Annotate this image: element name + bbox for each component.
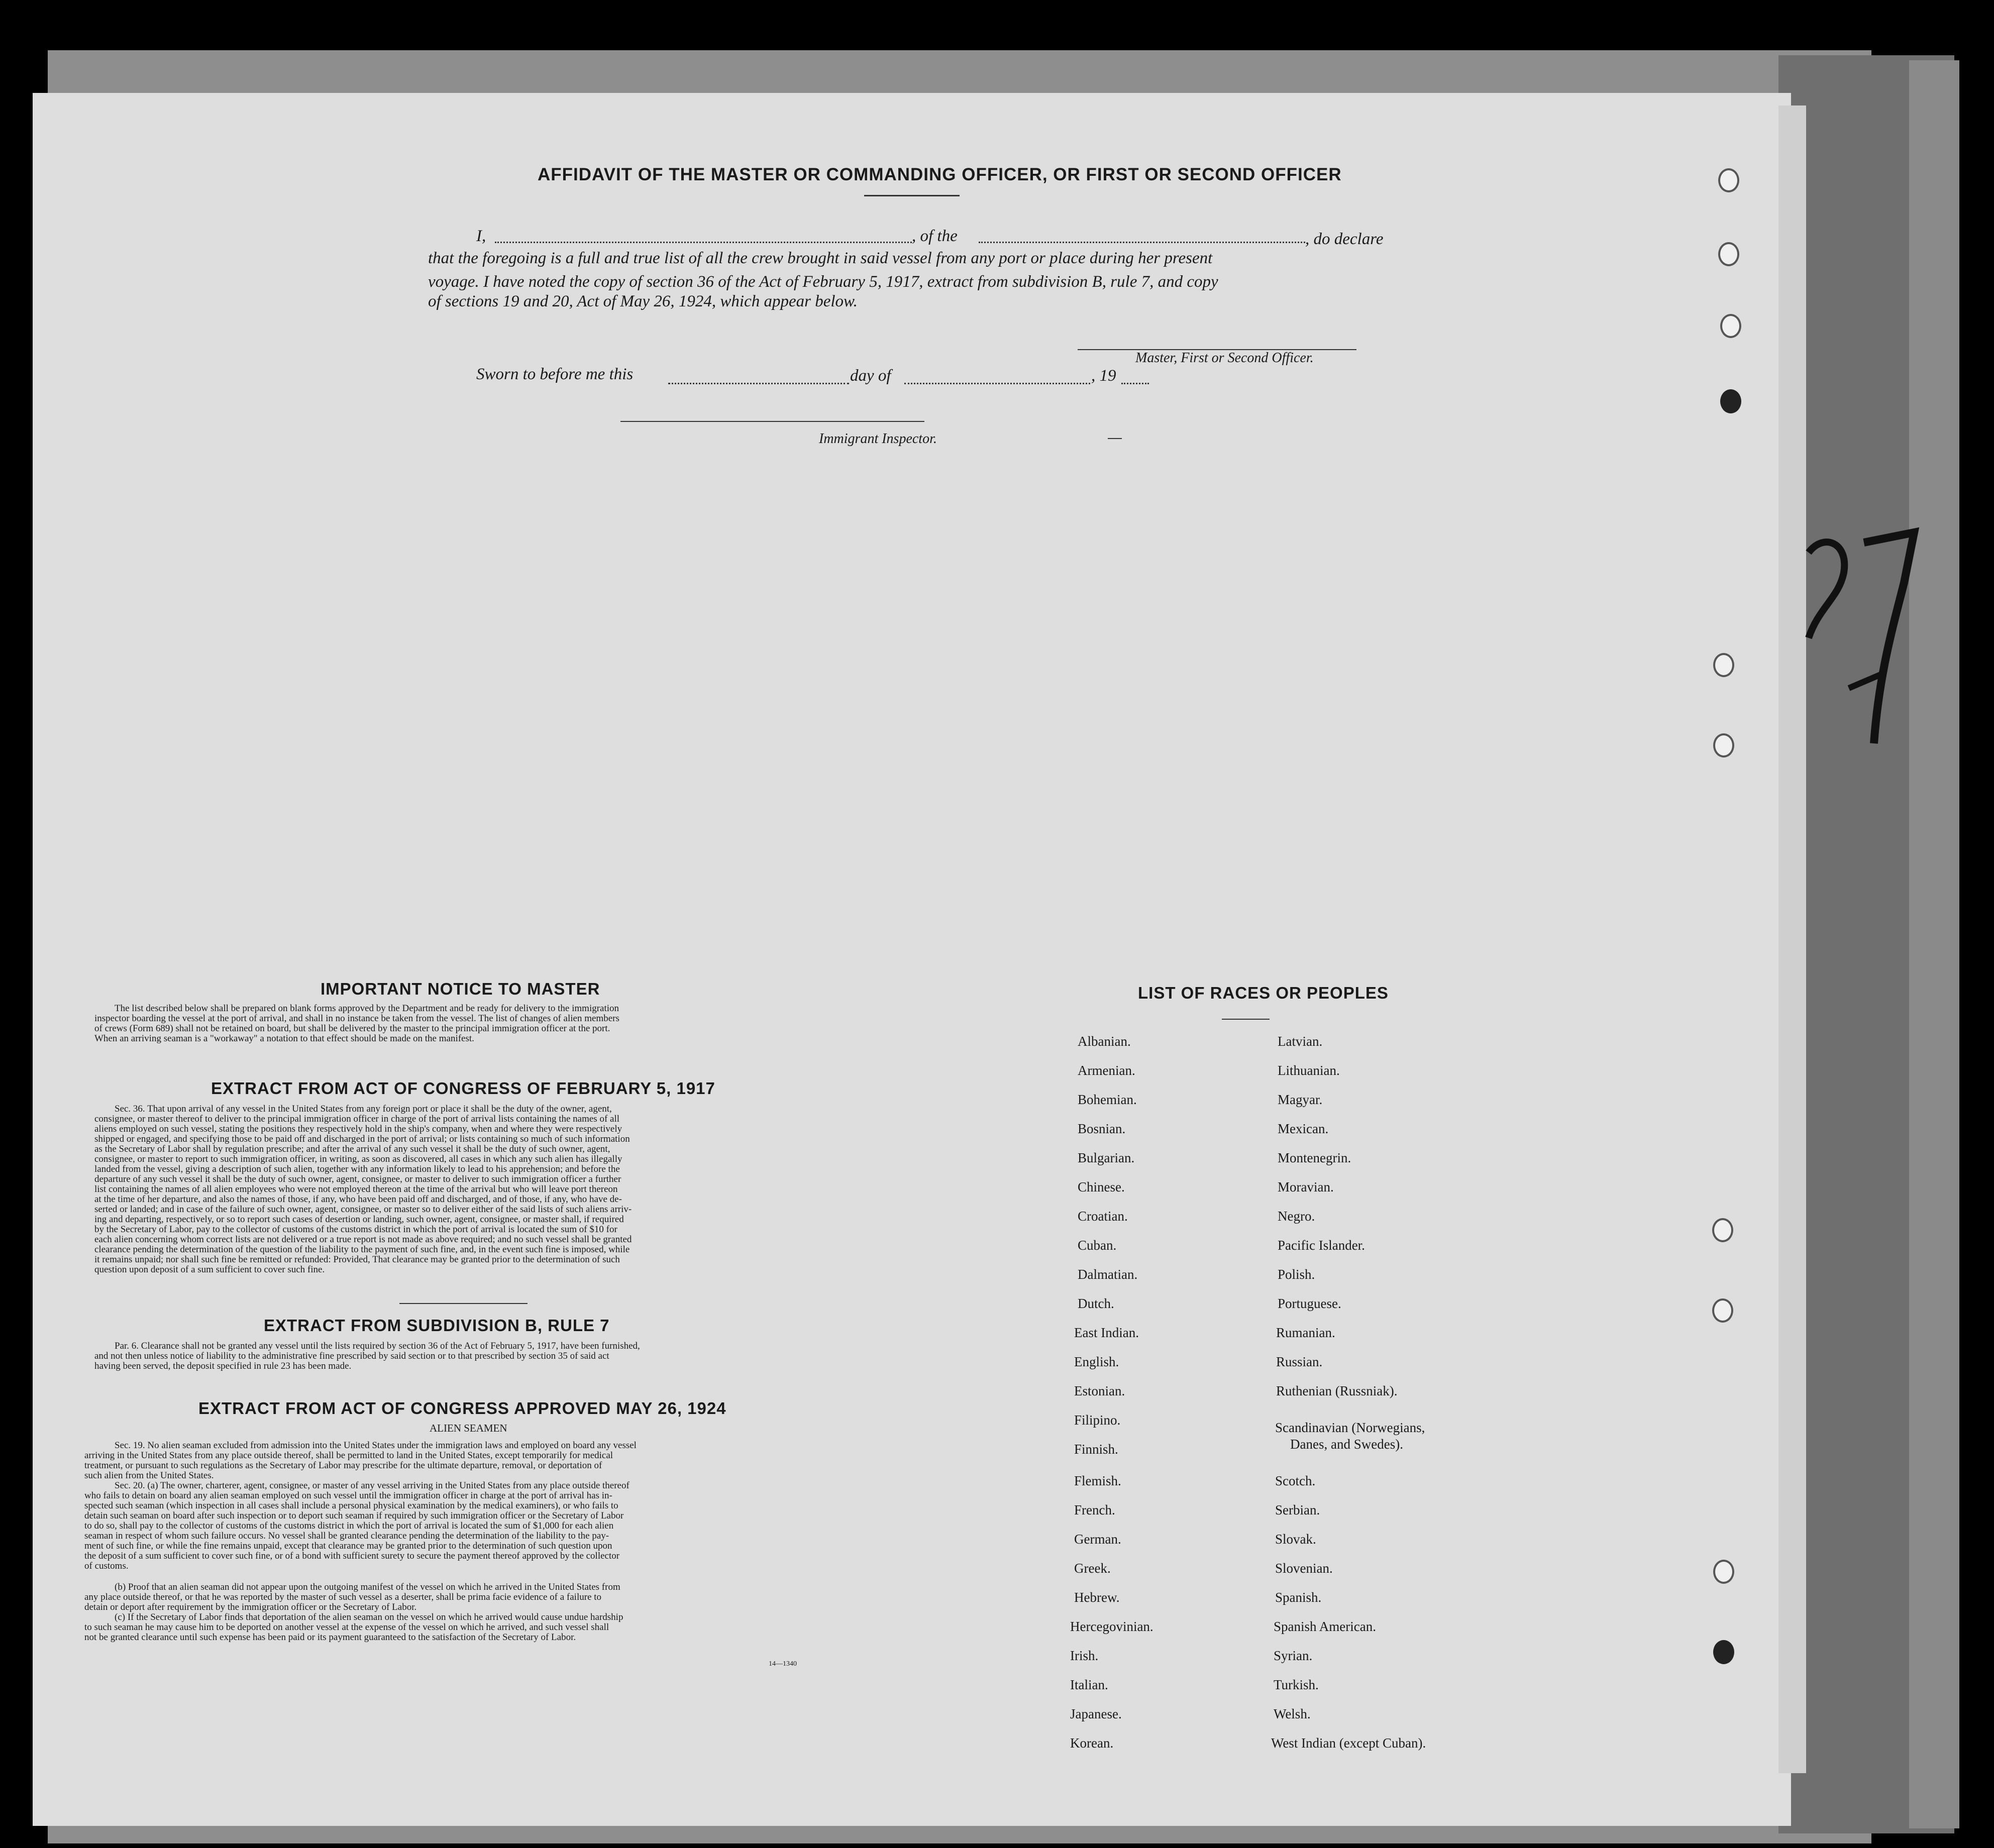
form-number: 14—1340 xyxy=(769,1660,797,1668)
affidavit-i: I, xyxy=(476,227,486,245)
race-item: Pacific Islander. xyxy=(1278,1238,1365,1253)
affidavit-line-4: of sections 19 and 20, Act of May 26, 1924, which appear below. xyxy=(428,292,858,310)
extract-rule7-title: EXTRACT FROM SUBDIVISION B, RULE 7 xyxy=(264,1316,610,1335)
race-item: English. xyxy=(1074,1354,1119,1369)
extract-1924-line: arriving in the United States from any place outside thereof, shall be permitted to land in the United States, except temporarily for medical xyxy=(84,1450,613,1461)
extract-1924-line: to such seaman he may cause him to be deported on another vessel at the expense of the vessel on which he arrived, and such vessel shall xyxy=(84,1622,609,1633)
extract-1917-line: it remains unpaid; nor shall such fine be remitted or refunded: Provided, That clearance may be granted prior to the determination of such xyxy=(94,1254,620,1265)
extract-1917-line: consignee, or master to report to such immigration officer, in writing, as soon as discovered, all cases in which any such alien has illegally xyxy=(94,1154,622,1164)
extract-1924-line: (c) If the Secretary of Labor finds that deportation of the alien seaman on the vessel on which he arrived would cause undue hardship xyxy=(115,1612,623,1622)
extract-1924-line: Sec. 20. (a) The owner, charterer, agent, consignee, or master of any vessel arriving in the United States from any place outside thereof xyxy=(115,1480,629,1491)
title-rule xyxy=(864,195,960,196)
race-item: Moravian. xyxy=(1278,1179,1334,1194)
name-blank xyxy=(495,242,912,243)
race-item: Irish. xyxy=(1070,1648,1099,1663)
punch-hole-icon xyxy=(1718,242,1739,266)
extract-1924-line: ment of such fine, or while the fine remains unpaid, except that clearance may be granted prior to the determination of such question upon xyxy=(84,1541,612,1551)
extract-1917-line: at the time of her departure, and also the names of those, if any, who have been paid off and discharged, and of those, if any, who have de- xyxy=(94,1194,622,1205)
punch-hole-icon xyxy=(1712,1298,1733,1323)
back-sheet-edge-far xyxy=(1909,60,1959,1828)
race-item: Hebrew. xyxy=(1074,1590,1120,1605)
extract-1924-title: EXTRACT FROM ACT OF CONGRESS APPROVED MAY 26, 1924 xyxy=(198,1399,726,1418)
notice-title: IMPORTANT NOTICE TO MASTER xyxy=(321,980,600,998)
alien-seamen-subtitle: ALIEN SEAMEN xyxy=(430,1422,507,1434)
affidavit-line-3: voyage. I have noted the copy of section 36 of the Act of February 5, 1917, extract from subdivision B, rule 7, and copy xyxy=(428,273,1218,291)
race-item: Spanish American. xyxy=(1274,1619,1376,1634)
extract-rule7-line: having been served, the deposit specified in rule 23 has been made. xyxy=(94,1361,352,1371)
race-item: Estonian. xyxy=(1074,1383,1125,1398)
extract-1924-line: who fails to detain on board any alien seaman employed on such vessel until the immigration officer in charge at the port of arrival has in- xyxy=(84,1490,612,1501)
extract-rule7-line: Par. 6. Clearance shall not be granted any vessel until the lists required by section 36 of the Act of February 5, 1917, have been furnished, xyxy=(115,1341,640,1351)
extract-1917-line: question upon deposit of a sum sufficient to cover such fine. xyxy=(94,1264,325,1275)
extract-1917-line: as the Secretary of Labor shall by regulation prescribe; and after the arrival of any such vessel it shall be the duty of such owner, agent, xyxy=(94,1144,610,1154)
race-item: Turkish. xyxy=(1274,1677,1319,1692)
extract-1917-line: aliens employed on such vessel, stating the positions they respectively hold in the ship's company, when and where they were respectively xyxy=(94,1124,622,1134)
extract-1917-line: shipped or engaged, and specifying those to be paid off and discharged in the port of arrival; or lists containing so much of such information xyxy=(94,1134,630,1144)
extract-1924-line: treatment, or pursuant to such regulations as the Secretary of Labor may prescribe for the ultimate departure, removal, or deportation of xyxy=(84,1460,602,1471)
race-item: Japanese. xyxy=(1070,1706,1122,1721)
vessel-blank xyxy=(979,242,1305,243)
race-item: Greek. xyxy=(1074,1561,1111,1576)
extract-1924-line: seaman in respect of whom such failure occurs. No vessel shall be granted clearance pending the determination of the liability to the pay- xyxy=(84,1531,609,1541)
extract-1924-line: not be granted clearance until such expense has been paid or its payment guaranteed to the satisfaction of the Secretary of Labor. xyxy=(84,1632,576,1643)
extract-1924-line: spected such seaman (which inspection in all cases shall include a personal physical examination by the medical examiners), or who fails to xyxy=(84,1500,618,1511)
extract-1924-line: detain or deport after requirement by the immigration officer or the Secretary of Labor. xyxy=(84,1602,417,1612)
punch-hole-icon xyxy=(1713,653,1734,677)
master-signature-label: Master, First or Second Officer. xyxy=(1135,350,1314,366)
race-item: Croatian. xyxy=(1078,1209,1128,1224)
extract-1917-line: Sec. 36. That upon arrival of any vessel in the United States from any foreign port or place it shall be the duty of the owner, agent, xyxy=(115,1104,612,1114)
extract-1917-line: serted or landed; and in case of the failure of such owner, agent, consignee, or master so to deliver either of the said lists of such aliens arriv- xyxy=(94,1204,632,1215)
extract-1917-line: list containing the names of all alien employees who were not employed thereon at the time of the arrival but who will leave port thereon xyxy=(94,1184,618,1194)
race-item: Scandinavian (Norwegians, xyxy=(1275,1420,1425,1435)
race-item: Polish. xyxy=(1278,1267,1315,1282)
race-item: Bohemian. xyxy=(1078,1092,1137,1107)
punch-hole-icon xyxy=(1720,314,1741,338)
extract-1924-line: such alien from the United States. xyxy=(84,1470,214,1481)
page-edge-strip xyxy=(1778,105,1806,1773)
extract-rule7-line: and not then unless notice of liability to the administrative fine prescribed by said section or to that prescribed by section 35 of said act xyxy=(94,1351,609,1361)
dash-mark xyxy=(1108,438,1122,439)
race-item: Flemish. xyxy=(1074,1473,1121,1488)
extract-1924-line: the deposit of a sum sufficient to cover such fine, or of a bond with sufficient surety to secure the payment thereof approved by the collector xyxy=(84,1551,620,1561)
race-item: Korean. xyxy=(1070,1735,1114,1751)
punch-hole-icon xyxy=(1713,1560,1734,1584)
race-item: Mexican. xyxy=(1278,1121,1329,1136)
notice-line: of crews (Form 689) shall not be retained on board, but shall be delivered by the master to the principal immigration officer at the port. xyxy=(94,1023,610,1034)
notice-line: When an arriving seaman is a "workaway" a notation to that effect should be made on the manifest. xyxy=(94,1033,474,1044)
race-item: Finnish. xyxy=(1074,1442,1118,1457)
extract-1917-line: clearance pending the determination of the question of the liability to the payment of such fine, and, in the event such fine is imposed, while xyxy=(94,1244,630,1255)
extract-1917-line: departure of any such vessel it shall be the duty of such owner, agent, consignee, or master to deliver to such immigration officer a further xyxy=(94,1174,621,1184)
extract-1917-line: landed from the vessel, giving a description of such alien, together with any information likely to lead to his apprehension; and before the xyxy=(94,1164,620,1174)
punch-hole-icon xyxy=(1712,1218,1733,1242)
punch-hole-icon xyxy=(1718,168,1739,192)
sworn-day-blank xyxy=(668,383,849,384)
race-item: Armenian. xyxy=(1078,1063,1135,1078)
extract-1917-line: ing and departing, respectively, or so to report such cases of desertion or landing, such owner, agent, consignee, or master shall, if required xyxy=(94,1214,624,1225)
race-item: West Indian (except Cuban). xyxy=(1271,1735,1426,1751)
section-rule xyxy=(399,1303,528,1304)
punch-hole-icon xyxy=(1720,389,1741,413)
race-item: Slovak. xyxy=(1275,1532,1316,1547)
race-item: Russian. xyxy=(1276,1354,1323,1369)
race-item: Hercegovinian. xyxy=(1070,1619,1153,1634)
punch-hole-icon xyxy=(1713,733,1734,757)
race-item: Filipino. xyxy=(1074,1412,1121,1428)
year-blank xyxy=(1121,383,1149,384)
race-item: Montenegrin. xyxy=(1278,1150,1351,1165)
race-item: Lithuanian. xyxy=(1278,1063,1340,1078)
race-item: Syrian. xyxy=(1274,1648,1313,1663)
notice-line: inspector boarding the vessel at the port of arrival, and shall in no instance be taken from the vessel. The list of changes of alien members xyxy=(94,1013,619,1024)
race-item: Scotch. xyxy=(1275,1473,1316,1488)
sworn-month-blank xyxy=(904,383,1090,384)
day-of-text: day of xyxy=(850,367,891,385)
extract-1924-line: Sec. 19. No alien seaman excluded from admission into the United States under the immigration laws and employed on board any vessel xyxy=(115,1440,637,1451)
race-item: German. xyxy=(1074,1532,1121,1547)
affidavit-declare: , do declare xyxy=(1305,230,1384,248)
race-item: Albanian. xyxy=(1078,1034,1131,1049)
race-item: Serbian. xyxy=(1275,1502,1320,1517)
race-item: Negro. xyxy=(1278,1209,1315,1224)
race-item: French. xyxy=(1074,1502,1115,1517)
race-item: Bosnian. xyxy=(1078,1121,1126,1136)
extract-1917-line: by the Secretary of Labor, pay to the collector of customs of the customs district in which the port of arrival is located the sum of $10 for xyxy=(94,1224,617,1235)
extract-1917-line: each alien concerning whom correct lists are not delivered or a true report is not made as above required; and no such vessel shall be granted xyxy=(94,1234,632,1245)
race-item: Rumanian. xyxy=(1276,1325,1335,1340)
document-page xyxy=(33,93,1791,1826)
extract-1924-line: any place outside thereof, or that he was reported by the master of such vessel as a deserter, shall be prima facie evidence of a failure to xyxy=(84,1592,602,1602)
notice-line: The list described below shall be prepared on blank forms approved by the Department and be ready for delivery to the immigration xyxy=(115,1003,619,1014)
race-item: East Indian. xyxy=(1074,1325,1139,1340)
extract-1924-line: (b) Proof that an alien seaman did not appear upon the outgoing manifest of the vessel on which he arrived in the United States from xyxy=(115,1582,620,1592)
race-item: Cuban. xyxy=(1078,1238,1117,1253)
punch-hole-icon xyxy=(1713,1640,1734,1664)
extract-1924-line: of customs. xyxy=(84,1561,129,1571)
race-item: Danes, and Swedes). xyxy=(1290,1437,1403,1452)
race-item: Dalmatian. xyxy=(1078,1267,1138,1282)
affidavit-line-2: that the foregoing is a full and true list of all the crew brought in said vessel from any port or place during her present xyxy=(428,249,1213,267)
extract-1917-line: consignee, or master thereof to deliver to the principal immigration officer in charge of the port of arrival lists containing the names of all xyxy=(94,1114,620,1124)
extract-1917-title: EXTRACT FROM ACT OF CONGRESS OF FEBRUARY 5, 1917 xyxy=(211,1079,715,1098)
year-text: , 19 xyxy=(1091,367,1116,385)
race-item: Bulgarian. xyxy=(1078,1150,1135,1165)
inspector-label: Immigrant Inspector. xyxy=(819,431,937,447)
race-item: Magyar. xyxy=(1278,1092,1323,1107)
race-item: Dutch. xyxy=(1078,1296,1114,1311)
race-item: Portuguese. xyxy=(1278,1296,1341,1311)
affidavit-title: AFFIDAVIT OF THE MASTER OR COMMANDING OFFICER, OR FIRST OR SECOND OFFICER xyxy=(538,165,1342,184)
races-title-rule xyxy=(1222,1019,1270,1020)
races-title: LIST OF RACES OR PEOPLES xyxy=(1138,984,1389,1002)
extract-1924-line: detain such seaman on board after such inspection or to deport such seaman if required by such immigration officer or the Secretary of Labor xyxy=(84,1510,624,1521)
race-item: Spanish. xyxy=(1275,1590,1322,1605)
handwritten-mark xyxy=(1789,522,1939,774)
race-item: Ruthenian (Russniak). xyxy=(1276,1383,1398,1398)
extract-1924-line: to do so, shall pay to the collector of customs of the customs district in which the port of arrival is located the sum of $1,000 for each alien xyxy=(84,1520,614,1531)
inspector-signature-line xyxy=(620,421,924,422)
affidavit-of: , of the xyxy=(912,227,958,245)
race-item: Welsh. xyxy=(1274,1706,1311,1721)
race-item: Slovenian. xyxy=(1275,1561,1333,1576)
race-item: Latvian. xyxy=(1278,1034,1323,1049)
sworn-text: Sworn to before me this xyxy=(476,365,634,383)
race-item: Chinese. xyxy=(1078,1179,1125,1194)
race-item: Italian. xyxy=(1070,1677,1108,1692)
